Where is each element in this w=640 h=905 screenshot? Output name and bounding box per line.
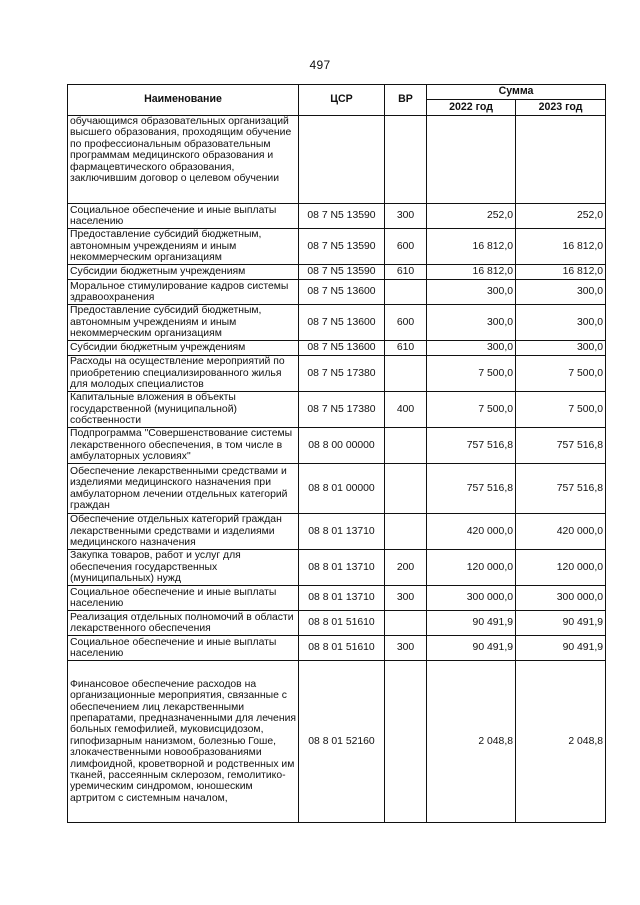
row-sum-2022: 120 000,0	[427, 550, 516, 586]
table-header	[68, 85, 606, 116]
row-vr: 300	[385, 204, 427, 229]
row-name: Реализация отдельных полномочий в области лекарственного обеспечения	[68, 611, 299, 636]
row-sum-2022: 300,0	[427, 305, 516, 341]
row-sum-2023: 16 812,0	[516, 229, 606, 265]
row-sum-2023: 300 000,0	[516, 586, 606, 611]
row-sum-2022: 16 812,0	[427, 265, 516, 280]
header-name: Наименование	[68, 85, 299, 116]
row-sum-2023: 300,0	[516, 305, 606, 341]
table-row	[68, 586, 606, 611]
row-name: Социальное обеспечение и иные выплаты населению	[68, 204, 299, 229]
row-vr	[385, 116, 427, 204]
row-csr: 08 7 N5 13600	[299, 280, 385, 305]
row-sum-2022: 420 000,0	[427, 514, 516, 550]
row-sum-2022: 7 500,0	[427, 356, 516, 392]
table-row	[68, 204, 606, 229]
row-vr	[385, 356, 427, 392]
row-sum-2023: 90 491,9	[516, 611, 606, 636]
table-row	[68, 392, 606, 428]
row-sum-2023: 16 812,0	[516, 265, 606, 280]
row-sum-2023: 2 048,8	[516, 661, 606, 823]
row-vr: 300	[385, 636, 427, 661]
row-name: Финансовое обеспечение расходов на организационные мероприятия, связанные с обеспечением лиц лекарственными препаратами, предназначенными для лечения больных гемофилией, муковисцидозом, гипофизарным нанизмом, болезнью Гоше, злокачественными новообразованиями лимфоидной, кроветворной и родственных им тканей, рассеянным склерозом, гемолитико-уремическим синдромом, юношеским артритом с системным началом,	[68, 661, 299, 823]
row-sum-2022: 300,0	[427, 341, 516, 356]
row-sum-2023: 757 516,8	[516, 428, 606, 464]
table-row	[68, 229, 606, 265]
row-vr	[385, 280, 427, 305]
row-name: Субсидии бюджетным учреждениям	[68, 265, 299, 280]
row-csr: 08 8 00 00000	[299, 428, 385, 464]
row-csr: 08 7 N5 13590	[299, 204, 385, 229]
table-row	[68, 265, 606, 280]
row-name: Капитальные вложения в объекты государственной (муниципальной) собственности	[68, 392, 299, 428]
table-body	[68, 116, 606, 823]
row-name: Обеспечение отдельных категорий граждан лекарственными средствами и изделиями медицинского назначения	[68, 514, 299, 550]
row-sum-2022: 7 500,0	[427, 392, 516, 428]
row-csr: 08 8 01 51610	[299, 611, 385, 636]
row-name: Субсидии бюджетным учреждениям	[68, 341, 299, 356]
header-vr: ВР	[385, 85, 427, 116]
row-name: Моральное стимулирование кадров системы здравоохранения	[68, 280, 299, 305]
row-csr: 08 7 N5 13590	[299, 229, 385, 265]
row-csr: 08 7 N5 13600	[299, 305, 385, 341]
table-row	[68, 514, 606, 550]
row-csr: 08 8 01 13710	[299, 586, 385, 611]
row-vr	[385, 514, 427, 550]
table-row	[68, 661, 606, 823]
header-year-2022: 2022 год	[427, 100, 516, 116]
row-vr	[385, 428, 427, 464]
row-sum-2022: 16 812,0	[427, 229, 516, 265]
row-name: Социальное обеспечение и иные выплаты населению	[68, 636, 299, 661]
table-row	[68, 464, 606, 514]
row-sum-2023: 90 491,9	[516, 636, 606, 661]
row-vr: 200	[385, 550, 427, 586]
table-row	[68, 550, 606, 586]
row-name: Социальное обеспечение и иные выплаты населению	[68, 586, 299, 611]
row-sum-2023: 120 000,0	[516, 550, 606, 586]
row-vr: 400	[385, 392, 427, 428]
row-csr: 08 7 N5 13590	[299, 265, 385, 280]
table-row	[68, 341, 606, 356]
row-sum-2023: 252,0	[516, 204, 606, 229]
header-year-2023: 2023 год	[516, 100, 606, 116]
row-csr: 08 8 01 52160	[299, 661, 385, 823]
table-row	[68, 636, 606, 661]
row-sum-2023: 7 500,0	[516, 356, 606, 392]
row-csr	[299, 116, 385, 204]
row-sum-2023: 420 000,0	[516, 514, 606, 550]
row-vr	[385, 661, 427, 823]
row-sum-2022	[427, 116, 516, 204]
row-sum-2023: 757 516,8	[516, 464, 606, 514]
row-csr: 08 7 N5 17380	[299, 392, 385, 428]
row-name: Предоставление субсидий бюджетным, автономным учреждениям и иным некоммерческим организациям	[68, 229, 299, 265]
row-vr: 600	[385, 305, 427, 341]
row-vr: 610	[385, 341, 427, 356]
budget-table	[67, 84, 606, 823]
row-csr: 08 8 01 13710	[299, 514, 385, 550]
row-sum-2023: 7 500,0	[516, 392, 606, 428]
row-sum-2023	[516, 116, 606, 204]
row-name: Расходы на осуществление мероприятий по приобретению специализированного жилья для молодых специалистов	[68, 356, 299, 392]
row-csr: 08 7 N5 13600	[299, 341, 385, 356]
row-sum-2023: 300,0	[516, 280, 606, 305]
row-vr	[385, 611, 427, 636]
row-csr: 08 8 01 51610	[299, 636, 385, 661]
table-row	[68, 428, 606, 464]
table-row	[68, 356, 606, 392]
row-name: Подпрограмма "Совершенствование системы лекарственного обеспечения, в том числе в амбулаторных условиях"	[68, 428, 299, 464]
page-number: 497	[309, 58, 331, 72]
row-name: Предоставление субсидий бюджетным, автономным учреждениям и иным некоммерческим организациям	[68, 305, 299, 341]
row-name: Обеспечение лекарственными средствами и изделиями медицинского назначения при амбулаторном лечении отдельных категорий граждан	[68, 464, 299, 514]
row-csr: 08 8 01 13710	[299, 550, 385, 586]
table-row	[68, 116, 606, 204]
row-sum-2022: 757 516,8	[427, 464, 516, 514]
row-sum-2023: 300,0	[516, 341, 606, 356]
row-sum-2022: 90 491,9	[427, 636, 516, 661]
row-sum-2022: 2 048,8	[427, 661, 516, 823]
header-csr: ЦСР	[299, 85, 385, 116]
row-vr	[385, 464, 427, 514]
table-row	[68, 305, 606, 341]
row-name: Закупка товаров, работ и услуг для обеспечения государственных (муниципальных) нужд	[68, 550, 299, 586]
row-sum-2022: 300,0	[427, 280, 516, 305]
row-name: обучающимся образовательных организаций высшего образования, проходящим обучение по профессиональным образовательным программам медицинского образования и фармацевтического образования, заключившим договор о целевом обучении	[68, 116, 299, 204]
row-sum-2022: 90 491,9	[427, 611, 516, 636]
row-vr: 610	[385, 265, 427, 280]
row-csr: 08 7 N5 17380	[299, 356, 385, 392]
table-row	[68, 611, 606, 636]
row-sum-2022: 757 516,8	[427, 428, 516, 464]
header-sum: Сумма	[427, 85, 606, 100]
table-row	[68, 280, 606, 305]
row-sum-2022: 252,0	[427, 204, 516, 229]
row-vr: 600	[385, 229, 427, 265]
row-csr: 08 8 01 00000	[299, 464, 385, 514]
row-sum-2022: 300 000,0	[427, 586, 516, 611]
row-vr: 300	[385, 586, 427, 611]
